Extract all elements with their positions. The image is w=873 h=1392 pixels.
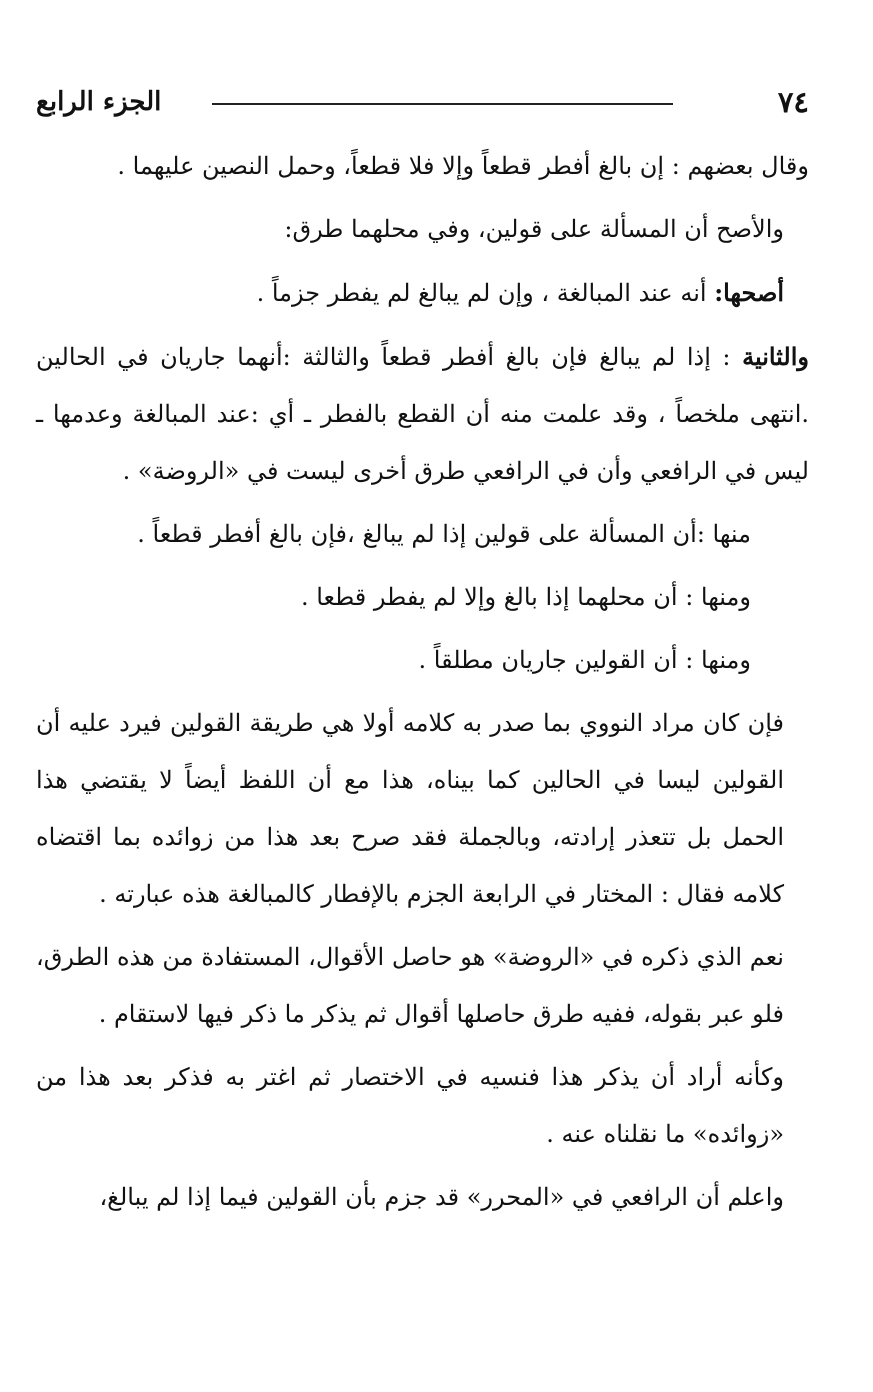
paragraph <box>36 328 809 500</box>
bold-lead-first: أصحها: <box>714 278 784 307</box>
paragraph: وقال بعضهم : إن بالغ أفطر قطعاً وإلا فلا قطعاً، وحمل النصين عليهما . <box>117 152 809 180</box>
paragraph: فإن كان مراد النووي بما صدر به كلامه أولا هي طريقة القولين فيرد عليه أن القولين ليسا في الحالين كما بيناه، هذا مع أن اللفظ أيضاً لا يقتضي هذا الحمل بل تتعذر إرادته، وبالجملة فقد صرح بعد هذا من زوائده بما اقتضاه كلامه فقال : المختار في الرابعة الجزم بالإفطار كالمبالغة هذه عبارته . <box>36 709 784 908</box>
paragraph: والأصح أن المسألة على قولين، وفي محلهما طرق: <box>284 215 784 243</box>
body-text <box>36 138 809 1226</box>
running-title: الجزء الرابع <box>36 87 162 117</box>
list-item: ومنها : أن محلهما إذا بالغ وإلا لم يفطر قطعا . <box>300 583 751 611</box>
paragraph: وكأنه أراد أن يذكر هذا فنسيه في الاختصار ثم اغتر به فذكر بعد هذا من «زوائده» ما نقلناه عنه . <box>36 1063 784 1148</box>
page-header <box>36 82 809 124</box>
list-item: منها :أن المسألة على قولين إذا لم يبالغ ،فإن بالغ أفطر قطعاً . <box>137 520 751 548</box>
header-rule <box>212 103 673 105</box>
paragraph-text: أنه عند المبالغة ، وإن لم يبالغ لم يفطر جزماً . <box>256 279 707 307</box>
paragraph: نعم الذي ذكره في «الروضة» هو حاصل الأقوال، المستفادة من هذه الطرق، فلو عبر بقوله، ففيه طرق حاصلها أقوال ثم يذكر ما ذكر فيها لاستقام . <box>36 943 784 1028</box>
paragraph-text: : إذا لم يبالغ فإن بالغ أفطر قطعاً والثالثة :أنهما جاريان في الحالين .انتهى ملخصاً ، وقد علمت منه أن القطع بالفطر ـ أي :عند المبالغة وعدمها ـ ليس في الرافعي وأن في الرافعي طرق أخرى ليست في «الروضة» . <box>36 343 809 485</box>
paragraph: واعلم أن الرافعي في «المحرر» قد جزم بأن القولين فيما إذا لم يبالغ، <box>99 1183 784 1211</box>
page-number: ٧٤ <box>777 85 809 119</box>
list-item: ومنها : أن القولين جاريان مطلقاً . <box>418 646 751 674</box>
bold-lead-second: والثانية <box>742 342 809 371</box>
paragraph <box>36 264 809 322</box>
